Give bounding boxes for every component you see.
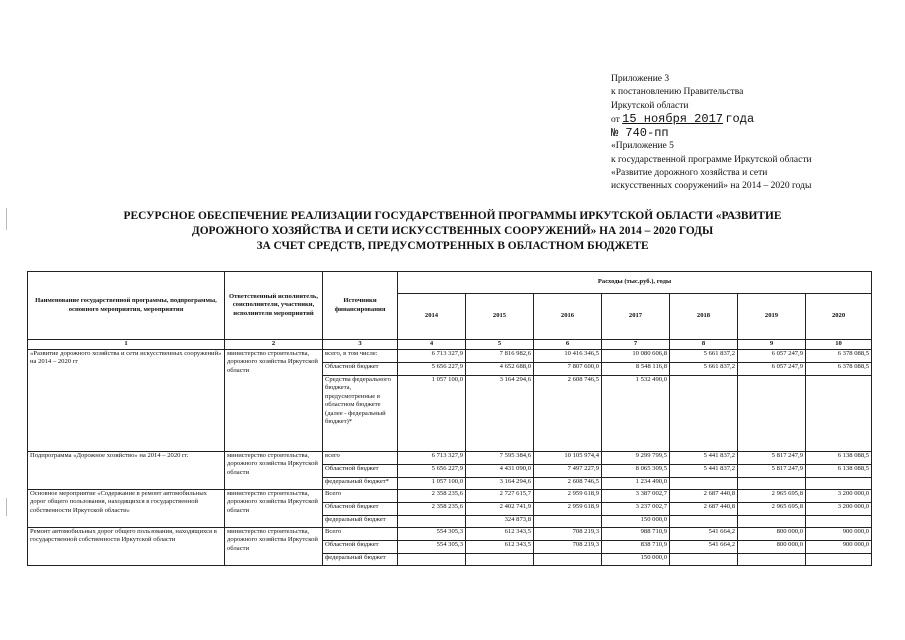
table-row	[28, 528, 872, 541]
value-cell	[398, 516, 466, 528]
source-cell: федеральный бюджет	[323, 554, 398, 566]
value-cell: 3 387 002,7	[602, 490, 670, 503]
value-cell	[670, 516, 738, 528]
value-cell: 541 664,2	[670, 528, 738, 541]
value-cell: 5 817 247,9	[738, 452, 806, 465]
header-year: 2019	[738, 294, 806, 340]
value-cell: 5 817 247,9	[738, 465, 806, 478]
value-cell	[466, 554, 534, 566]
value-cell	[738, 478, 806, 490]
value-cell: 2 959 618,9	[534, 503, 602, 516]
header-year: 2018	[670, 294, 738, 340]
value-cell: 3 200 000,0	[806, 490, 872, 503]
scan-margin-mark	[6, 208, 7, 230]
appendix-line-6: «Приложение 5	[611, 141, 674, 152]
document-title	[40, 209, 865, 254]
value-cell: 2 358 235,6	[398, 490, 466, 503]
value-cell: 9 299 799,5	[602, 452, 670, 465]
value-cell: 554 305,3	[398, 528, 466, 541]
value-cell: 7 497 227,9	[534, 465, 602, 478]
value-cell: 2 358 235,6	[398, 503, 466, 516]
value-cell: 6 713 327,9	[398, 452, 466, 465]
source-cell: всего, в том числе:	[323, 350, 398, 363]
title-line-3: ЗА СЧЕТ СРЕДСТВ, ПРЕДУСМОТРЕННЫХ В ОБЛАСТНОМ БЮДЖЕТЕ	[256, 240, 649, 252]
source-cell: Средства федерального бюджета, предусмотренные в областном бюджете (далее - федеральный бюджет)*	[323, 376, 398, 452]
value-cell: 10 416 346,5	[534, 350, 602, 363]
header-year: 2020	[806, 294, 872, 340]
value-cell: 4 652 688,0	[466, 363, 534, 376]
value-cell: 5 441 837,2	[670, 465, 738, 478]
value-cell: 10 105 974,4	[534, 452, 602, 465]
value-cell	[806, 478, 872, 490]
value-cell: 541 664,2	[670, 541, 738, 554]
value-cell: 2 727 615,7	[466, 490, 534, 503]
value-cell	[806, 554, 872, 566]
value-cell: 150 000,0	[602, 516, 670, 528]
value-cell: 1 234 490,0	[602, 478, 670, 490]
value-cell: 1 532 490,0	[602, 376, 670, 452]
value-cell: 2 608 746,5	[534, 376, 602, 452]
value-cell: 6 138 088,5	[806, 452, 872, 465]
value-cell: 554 305,3	[398, 541, 466, 554]
source-cell: Областной бюджет	[323, 465, 398, 478]
responsible-cell: министерство строительства, дорожного хозяйства Иркутской области	[225, 350, 323, 452]
value-cell: 1 057 100,0	[398, 478, 466, 490]
value-cell: 3 164 294,6	[466, 478, 534, 490]
value-cell	[738, 376, 806, 452]
column-index: 3	[323, 340, 398, 350]
table-row	[28, 350, 872, 363]
value-cell: 8 065 309,5	[602, 465, 670, 478]
column-index: 2	[225, 340, 323, 350]
value-cell: 708 219,3	[534, 541, 602, 554]
appendix-line-2: к постановлению Правительства	[611, 87, 744, 98]
value-cell: 6 057 247,9	[738, 363, 806, 376]
program-name-cell: Основное мероприятие «Содержание в ремонт автомобильных дорог общего пользования, находящихся в государственной собственности Иркутской области»	[28, 490, 225, 528]
value-cell: 2 959 618,9	[534, 490, 602, 503]
column-index: 8	[670, 340, 738, 350]
value-cell: 5 441 837,2	[670, 452, 738, 465]
column-index: 4	[398, 340, 466, 350]
source-cell: Всего	[323, 528, 398, 541]
appendix-year-suffix: года	[725, 111, 755, 126]
appendix-number: № 740-пп	[611, 126, 669, 141]
value-cell: 988 710,9	[602, 528, 670, 541]
value-cell: 838 710,9	[602, 541, 670, 554]
value-cell: 2 687 440,8	[670, 503, 738, 516]
header-expenses: Расходы (тыс.руб.), годы	[398, 272, 872, 294]
value-cell: 6 057 247,9	[738, 350, 806, 363]
column-index: 9	[738, 340, 806, 350]
source-cell: федеральный бюджет	[323, 516, 398, 528]
table-row	[28, 452, 872, 465]
value-cell: 6 713 327,9	[398, 350, 466, 363]
value-cell: 3 237 002,7	[602, 503, 670, 516]
value-cell: 800 000,0	[738, 541, 806, 554]
source-cell: федеральный бюджет*	[323, 478, 398, 490]
value-cell: 10 080 606,8	[602, 350, 670, 363]
value-cell: 900 000,0	[806, 528, 872, 541]
value-cell: 3 164 294,6	[466, 376, 534, 452]
value-cell: 2 965 695,8	[738, 503, 806, 516]
header-responsible: Ответственный исполнитель, соисполнители, участники, исполнители мероприятий	[225, 272, 323, 340]
resources-table	[27, 271, 872, 566]
responsible-cell: министерство строительства, дорожного хозяйства Иркутской области	[225, 528, 323, 566]
program-name-cell: «Развитие дорожного хозяйства и сети искусственных сооружений» на 2014 – 2020 гг	[28, 350, 225, 452]
value-cell: 7 807 600,0	[534, 363, 602, 376]
column-index: 1	[28, 340, 225, 350]
value-cell: 3 200 000,0	[806, 503, 872, 516]
value-cell	[534, 554, 602, 566]
header-year: 2015	[466, 294, 534, 340]
column-index: 10	[806, 340, 872, 350]
value-cell: 612 343,5	[466, 528, 534, 541]
value-cell: 5 656 227,9	[398, 465, 466, 478]
source-cell: всего	[323, 452, 398, 465]
title-line-1: РЕСУРСНОЕ ОБЕСПЕЧЕНИЕ РЕАЛИЗАЦИИ ГОСУДАРСТВЕННОЙ ПРОГРАММЫ ИРКУТСКОЙ ОБЛАСТИ «РАЗВИТИЕ	[123, 210, 782, 222]
appendix-date-line	[611, 113, 891, 127]
responsible-cell: министерство строительства, дорожного хозяйства Иркутской области	[225, 490, 323, 528]
program-name-cell: Ремонт автомобильных дорог общего пользования, находящихся в государственной собственности Иркутской области	[28, 528, 225, 566]
value-cell: 2 965 695,8	[738, 490, 806, 503]
value-cell	[398, 554, 466, 566]
value-cell: 7 595 384,6	[466, 452, 534, 465]
value-cell	[534, 516, 602, 528]
responsible-cell: министерство строительства, дорожного хозяйства Иркутской области	[225, 452, 323, 490]
header-year: 2014	[398, 294, 466, 340]
value-cell: 2 687 440,8	[670, 490, 738, 503]
value-cell: 900 000,0	[806, 541, 872, 554]
value-cell: 4 431 090,0	[466, 465, 534, 478]
table-row	[28, 490, 872, 503]
value-cell: 5 661 837,2	[670, 363, 738, 376]
value-cell: 708 219,3	[534, 528, 602, 541]
appendix-line-9: искусственных сооружений» на 2014 – 2020 годы	[611, 181, 812, 192]
value-cell: 6 378 088,5	[806, 363, 872, 376]
header-sources: Источники финансирования	[323, 272, 398, 340]
value-cell	[670, 478, 738, 490]
value-cell	[670, 376, 738, 452]
value-cell: 6 378 088,5	[806, 350, 872, 363]
value-cell: 1 057 100,0	[398, 376, 466, 452]
source-cell: Областной бюджет	[323, 363, 398, 376]
value-cell	[670, 554, 738, 566]
value-cell: 8 548 116,8	[602, 363, 670, 376]
value-cell: 5 661 837,2	[670, 350, 738, 363]
value-cell: 800 000,0	[738, 528, 806, 541]
column-index: 5	[466, 340, 534, 350]
column-index: 7	[602, 340, 670, 350]
appendix-line-8: «Развитие дорожного хозяйства и сети	[611, 168, 768, 179]
title-line-2: ДОРОЖНОГО ХОЗЯЙСТВА И СЕТИ ИСКУССТВЕННЫХ СООРУЖЕНИЙ» НА 2014 – 2020 ГОДЫ	[191, 225, 714, 237]
column-index: 6	[534, 340, 602, 350]
source-cell: Всего	[323, 490, 398, 503]
appendix-line-1: Приложение 3	[611, 74, 670, 84]
value-cell	[806, 516, 872, 528]
program-name-cell: Подпрограмма «Дорожное хозяйство» на 2014 – 2020 гг.	[28, 452, 225, 490]
appendix-line-3: Иркутской области	[611, 100, 689, 111]
header-name: Наименование государственной программы, подпрограммы, основного мероприятия, мероприятия	[28, 272, 225, 340]
scan-margin-mark	[6, 498, 7, 516]
appendix-date: 15 ноября 2017	[622, 111, 723, 126]
header-year: 2016	[534, 294, 602, 340]
value-cell	[738, 516, 806, 528]
value-cell: 5 656 227,9	[398, 363, 466, 376]
value-cell: 324 873,8	[466, 516, 534, 528]
value-cell: 6 138 088,5	[806, 465, 872, 478]
source-cell: Областной бюджет	[323, 541, 398, 554]
header-year: 2017	[602, 294, 670, 340]
value-cell: 7 816 982,6	[466, 350, 534, 363]
appendix-line-7: к государственной программе Иркутской области	[611, 154, 812, 165]
value-cell: 150 000,0	[602, 554, 670, 566]
value-cell: 2 608 746,5	[534, 478, 602, 490]
value-cell	[738, 554, 806, 566]
appendix-from: от	[611, 114, 620, 125]
source-cell: Областной бюджет	[323, 503, 398, 516]
value-cell: 2 402 741,9	[466, 503, 534, 516]
appendix-block	[611, 73, 891, 194]
value-cell	[806, 376, 872, 452]
value-cell: 612 343,5	[466, 541, 534, 554]
